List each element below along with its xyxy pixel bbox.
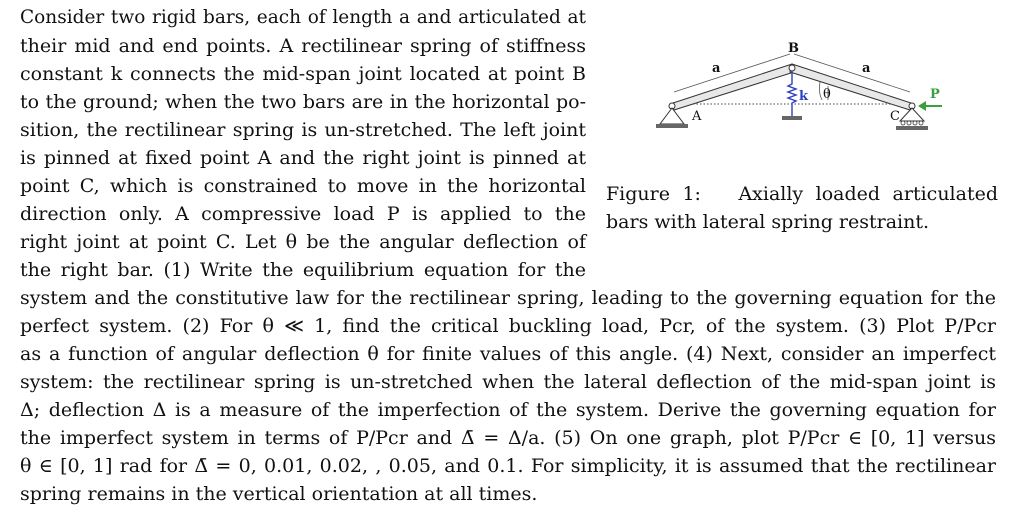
pin-support-a — [660, 108, 684, 124]
theta-arc — [819, 82, 822, 100]
paragraph-line: spring remains in the vertical orientation at all times. — [20, 483, 538, 505]
spring-ground — [782, 116, 802, 120]
paragraph-line: point C, which is constrained to move in the horizontal — [20, 175, 586, 197]
paragraph-line: perfect system. (2) For θ ≪ 1, find the critical buckling load, Pcr, of the system. (3) Plot P/Pcr — [20, 315, 996, 337]
paragraph-line: θ ∈ [0, 1] rad for Δ̄ = 0, 0.01, 0.02, , 0.05, and 0.1. For simplicity, it is assumed that the rectilinear — [20, 455, 996, 477]
caption-text-1: Axially loaded articulated — [738, 183, 998, 205]
figure-caption — [606, 180, 998, 236]
caption-prefix: Figure 1: — [606, 183, 701, 205]
label-b: B — [788, 41, 799, 56]
figure-articulated-bars — [652, 34, 962, 134]
label-theta: θ — [823, 87, 831, 102]
label-c: C — [890, 109, 900, 124]
caption-line-2: bars with lateral spring restraint. — [606, 211, 930, 233]
label-k: k — [799, 89, 809, 104]
load-arrow-head — [918, 101, 926, 111]
roller-wheel — [919, 121, 923, 125]
spring-icon — [788, 71, 796, 116]
paragraph-line: as a function of angular deflection θ for finite values of this angle. (4) Next, consider an imperfect — [20, 343, 996, 365]
caption-line-1 — [606, 180, 998, 208]
label-a-left: a — [712, 61, 721, 76]
paragraph-line: their mid and end points. A rectilinear spring of stiffness — [20, 35, 586, 57]
paragraph-line: sition, the rectilinear spring is un-stretched. The left joint — [20, 119, 586, 141]
joint-b — [789, 65, 795, 71]
roller-support-c — [900, 108, 924, 121]
label-a: A — [692, 109, 702, 124]
paragraph-line: Consider two rigid bars, each of length a and articulated at — [20, 7, 586, 28]
paragraph-line: system and the constitutive law for the rectilinear spring, leading to the governing equation for the — [20, 287, 996, 309]
paragraph-line: Δ; deflection Δ is a measure of the imperfection of the system. Derive the governing equation for — [20, 399, 996, 421]
paragraph-line: to the ground; when the two bars are in the horizontal po- — [20, 91, 586, 113]
label-p: P — [930, 87, 940, 102]
paragraph-line: direction only. A compressive load P is applied to the — [20, 203, 586, 225]
paragraph-line: constant k connects the mid-span joint located at point B — [20, 63, 586, 85]
roller-wheel — [907, 121, 911, 125]
ground-c — [896, 126, 928, 130]
paragraph-line: the imperfect system in terms of P/Pcr and Δ̄ = Δ/a. (5) On one graph, plot P/Pcr ∈ [0, 1] versus — [20, 427, 996, 449]
roller-wheel — [901, 121, 905, 125]
paragraph-line: right joint at point C. Let θ be the angular deflection of — [20, 231, 586, 253]
roller-wheel — [913, 121, 917, 125]
paragraph-line: the right bar. (1) Write the equilibrium equation for the — [20, 259, 586, 281]
label-a-right: a — [862, 61, 871, 76]
paragraph-line: system: the rectilinear spring is un-stretched when the lateral deflection of the mid-span joint is — [20, 371, 996, 393]
ground-a — [656, 124, 688, 128]
paragraph-line: is pinned at fixed point A and the right joint is pinned at — [20, 147, 586, 169]
